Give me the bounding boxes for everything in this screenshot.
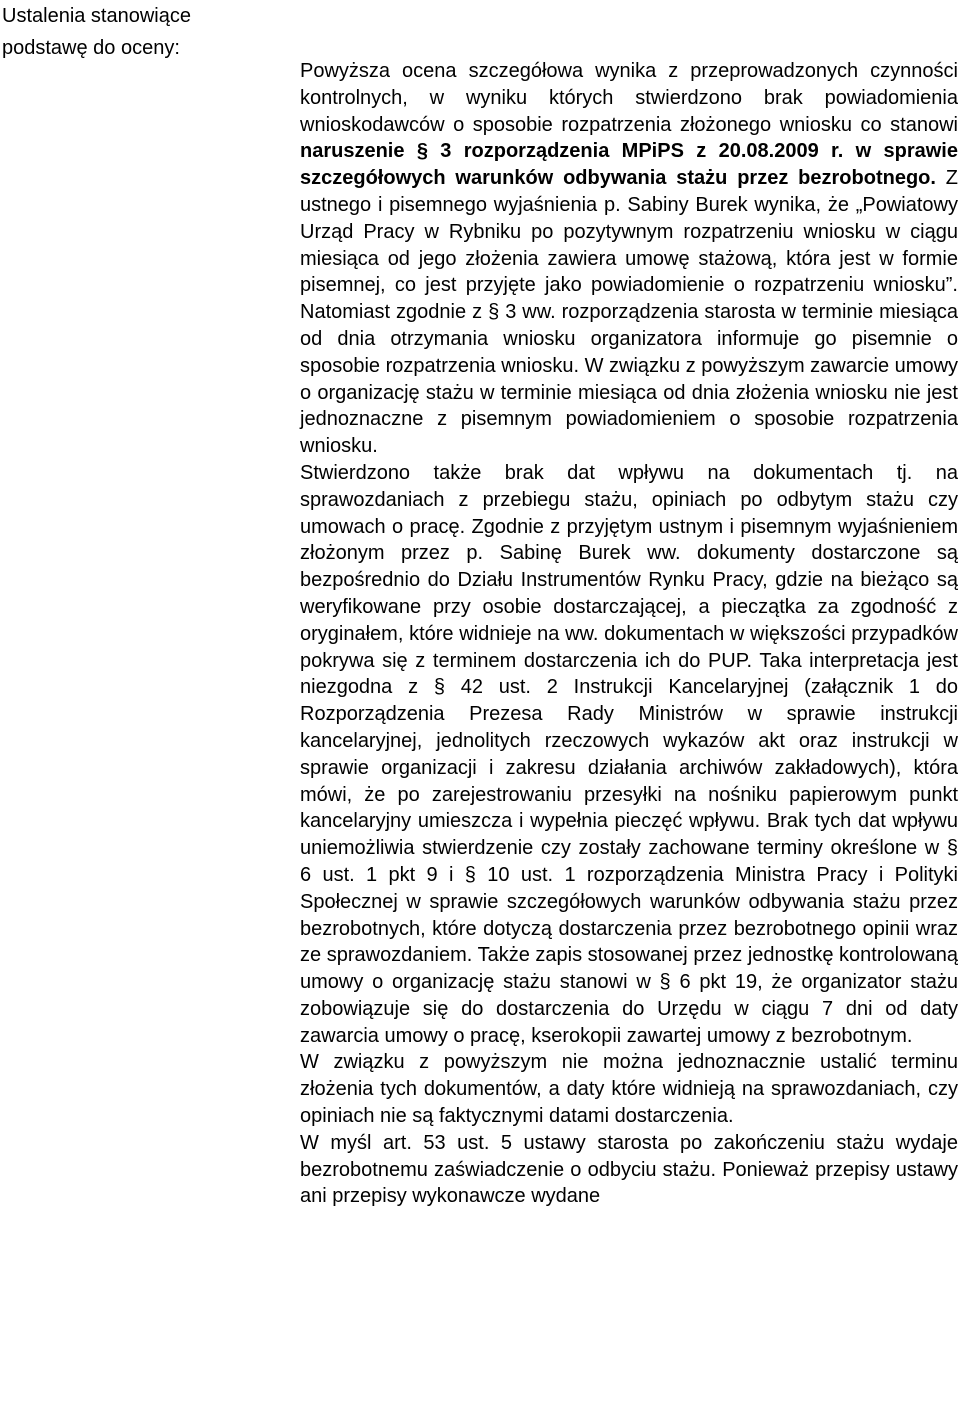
bold-text-run: naruszenie § 3 rozporządzenia MPiPS z 20.08.2009 r. w sprawie szczegółowych warunków odbywania stażu przez bezrobotnego. (300, 140, 958, 190)
findings-text (300, 58, 958, 1210)
paragraph-3 (300, 1049, 958, 1129)
section-label: Ustalenia stanowiące podstawę do oceny: (2, 5, 191, 59)
paragraph-2 (300, 460, 958, 1050)
text-run: W myśl art. 53 ust. 5 ustawy starosta po zakończeniu stażu wydaje bezrobotnemu zaświadczenie o odbyciu stażu. Ponieważ przepisy ustawy ani przepisy wykonawcze wydane (300, 1131, 958, 1208)
text-run: W związku z powyższym nie można jednoznacznie ustalić terminu złożenia tych dokumentów, a daty które widnieją na sprawozdaniach, czy opiniach nie są faktycznymi datami dostarczenia. (300, 1051, 958, 1128)
paragraph-1 (300, 58, 958, 460)
text-run: Stwierdzono także brak dat wpływu na dokumentach tj. na sprawozdaniach z przebiegu stażu, opiniach po odbytym stażu czy umowach o pracę. Zgodnie z przyjętym ustnym i pisemnym wyjaśnieniem złożonym przez p. Sabinę Burek ww. dokumenty dostarczone są bezpośrednio do Działu Instrumentów Rynku Pracy, gdzie na bieżąco są weryfikowane przy osobie dostarczającej, a pieczątka za zgodność z oryginałem, które widnieje na ww. dokumentach w większości przypadków pokrywa się z terminem dostarczenia ich do PUP. Taka interpretacja jest niezgodna z § 42 ust. 2 Instrukcji Kancelaryjnej (załącznik 1 do Rozporządzenia Prezesa Rady Ministrów w sprawie instrukcji kancelaryjnej, jednolitych rzeczowych wykazów akt oraz instrukcji w sprawie organizacji i zakresu działania archiwów zakładowych), która mówi, że po zarejestrowaniu przesyłki na nośniku papierowym punkt kancelaryjny umieszcza i wypełnia pieczęć wpływu. Brak tych dat wpływu uniemożliwia stwierdzenie czy zostały zachowane terminy określone w § 6 ust. 1 pkt 9 i § 10 ust. 1 rozporządzenia Ministra Pracy i Polityki Społecznej w sprawie szczegółowych warunków odbywania stażu przez bezrobotnych, które dotyczą dostarczenia przez bezrobotnego opinii wraz ze sprawozdaniem. Także zapis stosowanej przez jednostkę kontrolowaną umowy o organizację stażu stanowi w § 6 pkt 19, że organizator stażu zobowiązuje się do dostarczenia do Urzędu w ciągu 7 dni od daty zawarcia umowy o pracę, kserokopii zawartej umowy z bezrobotnym. (300, 461, 958, 1047)
paragraph-4 (300, 1130, 958, 1210)
text-run: Z ustnego i pisemnego wyjaśnienia p. Sabiny Burek wynika, że „Powiatowy Urząd Pracy w Rybniku po pozytywnym rozpatrzeniu wniosku w ciągu miesiąca od jego złożenia zawiera umowę stażową, która jest w formie pisemnej, co jest przyjęte jako powiadomienie o rozpatrzeniu wniosku”. Natomiast zgodnie z § 3 ww. rozporządzenia starosta w terminie miesiąca od dnia otrzymania wniosku organizatora informuje go pisemnie o sposobie rozpatrzenia wniosku. W związku z powyższym zawarcie umowy o organizację stażu w terminie miesiąca od dnia złożenia wniosku nie jest jednoznaczne z pisemnym powiadomieniem o sposobie rozpatrzenia wniosku. (300, 167, 959, 458)
text-run: Powyższa ocena szczegółowa wynika z przeprowadzonych czynności kontrolnych, w wyniku których stwierdzono brak powiadomienia wnioskodawców o sposobie rozpatrzenia złożonego wniosku co stanowi (300, 60, 958, 136)
